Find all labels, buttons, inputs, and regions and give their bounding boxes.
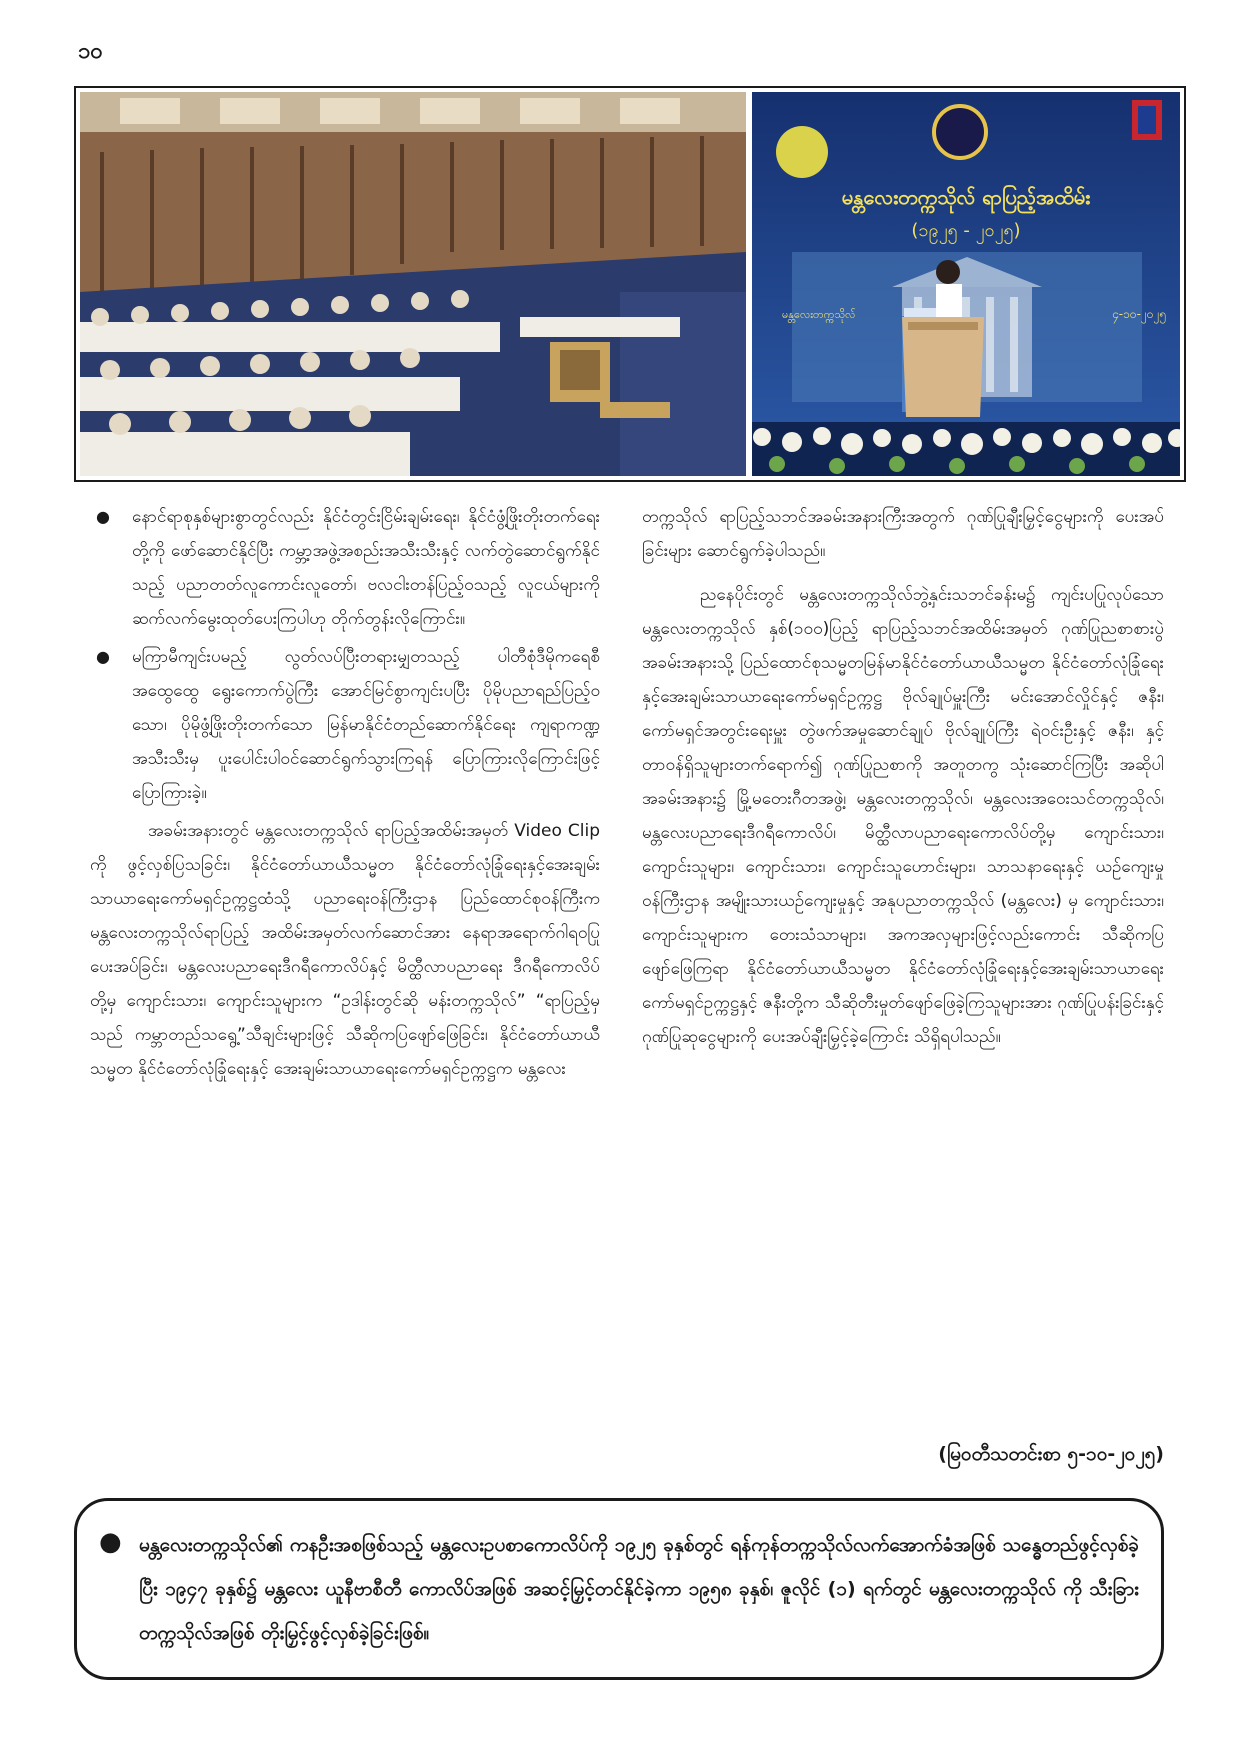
stage-banner-years: (၁၉၂၅ - ၂၀၂၅) — [911, 220, 1021, 241]
stage-caption: မန္တလေးတက္ကသိုလ် — [782, 308, 856, 321]
left-column — [90, 500, 600, 1096]
list-item — [90, 640, 600, 810]
list-item — [90, 500, 600, 636]
body-paragraph: အခမ်းအနားတွင် မန္တလေးတက္ကသိုလ် ရာပြည့်အထိမ်းအမှတ် Video Clip ကို ဖွင့်လှစ်ပြသခြင်း၊ နိုင်ငံတော်ယာယီသမ္မတ နိုင်ငံတော်လုံခြုံရေးနှင့်အေးချမ်းသာယာရေးကော်မရှင်ဥက္ကဋ္ဌထံသို့ ပညာရေးဝန်ကြီးဌာန ပြည်ထောင်စုဝန်ကြီးက မန္တလေးတက္ကသိုလ်ရာပြည့် အထိမ်းအမှတ်လက်ဆောင်အား နေရာအရောက်ဂါရဝပြုပေးအပ်ခြင်း၊ မန္တလေးပညာရေးဒီဂရီကောလိပ်နှင့် မိတ္ထီလာပညာရေး ဒီဂရီကောလိပ်တို့မှ ကျောင်းသား၊ ကျောင်းသူများက “ဥဒါန်းတွင်ဆို မန်းတက္ကသိုလ်” “ရာပြည့်မှသည် ကမ္ဘာတည်သရွေ့”သီချင်းများဖြင့် သီဆိုကပြဖျော်ဖြေခြင်း၊ နိုင်ငံတော်ယာယီသမ္မတ နိုင်ငံတော်လုံခြုံရေးနှင့် အေးချမ်းသာယာရေးကော်မရှင်ဥက္ကဋ္ဌက မန္တလေး — [90, 821, 600, 1079]
bullet-icon: ● — [96, 507, 110, 526]
bullet-list — [90, 500, 600, 810]
stage-banner-title: မန္တလေးတက္ကသိုလ် ရာပြည့်အထိမ်း — [841, 185, 1091, 209]
bullet-text: နောင်ရာစုနှစ်များစွာတွင်လည်း နိုင်ငံတွင်းငြိမ်းချမ်းရေး၊ နိုင်ငံဖွံ့ဖြိုးတိုးတက်ရေးတို့ကို ဖော်ဆောင်နိုင်ပြီး ကမ္ဘာ့အဖွဲ့အစည်းအသီးသီးနှင့် လက်တွဲဆောင်ရွက်နိုင်သည့် ပညာတတ်လူကောင်းလူတော်၊ ဗလငါးတန်ပြည့်ဝသည့် လူငယ်များကို ဆက်လက်မွေးထုတ်ပေးကြပါဟု တိုက်တွန်းလိုကြောင်း။ — [132, 507, 600, 629]
note-box — [74, 1498, 1164, 1680]
photo-frame — [74, 86, 1186, 482]
note-text: မန္တလေးတက္ကသိုလ်၏ ကနဦးအစဖြစ်သည့် မန္တလေးဥပစာကောလိပ်ကို ၁၉၂၅ ခုနှစ်တွင် ရန်ကုန်တက္ကသိုလ်လက်အောက်ခံအဖြစ် သန္ဓေတည်ဖွင့်လှစ်ခဲ့ပြီး ၁၉၄၇ ခုနှစ်၌ မန္တလေး ယူနီဗာစီတီ ကောလိပ်အဖြစ် အဆင့်မြှင့်တင်နိုင်ခဲ့ကာ ၁၉၅၈ ခုနှစ်၊ ဇူလိုင် (၁) ရက်တွင် မန္တလေးတက္ကသိုလ် ကို သီးခြားတက္ကသိုလ်အဖြစ် တိုးမြှင့်ဖွင့်လှစ်ခဲ့ခြင်းဖြစ်။ — [139, 1534, 1139, 1644]
bullet-icon: ● — [99, 1527, 122, 1557]
stage-date: ၄-၁၀-၂၀၂၅ — [1112, 307, 1167, 321]
body-paragraph: ညနေပိုင်းတွင် မန္တလေးတက္ကသိုလ်ဘွဲ့နှင်းသဘင်ခန်းမ၌ ကျင်းပပြုလုပ်သော မန္တလေးတက္ကသိုလ် နှစ်(၁၀၀)ပြည့် ရာပြည့်သဘင်အထိမ်းအမှတ် ဂုဏ်ပြုညစာစားပွဲအခမ်းအနားသို့ ပြည်ထောင်စုသမ္မတမြန်မာနိုင်ငံတော်ယာယီသမ္မတ နိုင်ငံတော်လုံခြုံရေးနှင့်အေးချမ်းသာယာရေးကော်မရှင်ဥက္ကဋ္ဌ ဗိုလ်ချုပ်မှူးကြီး မင်းအောင်လှိုင်နှင့် ဇနီး၊ ကော်မရှင်အတွင်းရေးမှူး တွဲဖက်အမှုဆောင်ချုပ် ဗိုလ်ချုပ်ကြီး ရဲဝင်းဦးနှင့် ဇနီး၊ နှင့် တာဝန်ရှိသူများတက်ရောက်၍ ဂုဏ်ပြုညစာကို အတူတကွ သုံးဆောင်ကြပြီး အဆိုပါအခမ်းအနား၌ မြို့မတေးဂီတအဖွဲ့၊ မန္တလေးတက္ကသိုလ်၊ မန္တလေးအဝေးသင်တက္ကသိုလ်၊ မန္တလေးပညာရေးဒီဂရီကောလိပ်၊ မိတ္ထီလာပညာရေးကောလိပ်တို့မှ ကျောင်းသား၊ ကျောင်းသူများ၊ ကျောင်းသား၊ ကျောင်းသူဟောင်းများ၊ သာသနာရေးနှင့် ယဉ်ကျေးမှုဝန်ကြီးဌာန အမျိုးသားယဉ်ကျေးမှုနှင့် အနုပညာတက္ကသိုလ် (မန္တလေး) မှ ကျောင်းသား၊ ကျောင်းသူများက တေးသံသာများ၊ အကအလှများဖြင့်လည်းကောင်း သီဆိုကပြဖျော်ဖြေကြရာ နိုင်ငံတော်ယာယီသမ္မတ နိုင်ငံတော်လုံခြုံရေးနှင့်အေးချမ်းသာယာရေးကော်မရှင်ဥက္ကဋ္ဌနှင့် ဇနီးတို့က သီဆိုတီးမှုတ်ဖျော်ဖြေခဲ့ကြသူများအား ဂုဏ်ပြုပန်းခြင်းနှင့် ဂုဏ်ပြုဆုငွေများကို ပေးအပ်ချီးမြှင့်ခဲ့ကြောင်း သိရှိရပါသည်။ — [642, 585, 1164, 1047]
right-column — [642, 500, 1164, 1064]
bullet-icon: ● — [96, 647, 110, 666]
page-number: ၁၀ — [78, 39, 103, 64]
stage-speech-photo — [752, 92, 1180, 476]
body-paragraph: တက္ကသိုလ် ရာပြည့်သဘင်အခမ်းအနားကြီးအတွက် ဂုဏ်ပြုချီးမြှင့်ငွေများကို ပေးအပ်ခြင်းများ ဆောင်ရွက်ခဲ့ပါသည်။ — [642, 507, 1164, 561]
source-citation: (မြဝတီသတင်းစာ ၅-၁၀-၂၀၂၅) — [938, 1443, 1164, 1465]
bullet-text: မကြာမီကျင်းပမည့် လွတ်လပ်ပြီးတရားမျှတသည့် ပါတီစုံဒီမိုကရေစီ အထွေထွေ ရွေးကောက်ပွဲကြီး အောင်မြင်စွာကျင်းပပြီး ပိုမိုပညာရည်ပြည့်ဝသော၊ ပိုမိုဖွံ့ဖြိုးတိုးတက်သော မြန်မာနိုင်ငံတည်ဆောက်နိုင်ရေး ကျရာကဏ္ဍ အသီးသီးမှ ပူးပေါင်းပါဝင်ဆောင်ရွက်သွားကြရန် ပြောကြားလိုကြောင်းဖြင့်ပြောကြားခဲ့။ — [132, 647, 600, 803]
auditorium-photo — [80, 92, 746, 476]
